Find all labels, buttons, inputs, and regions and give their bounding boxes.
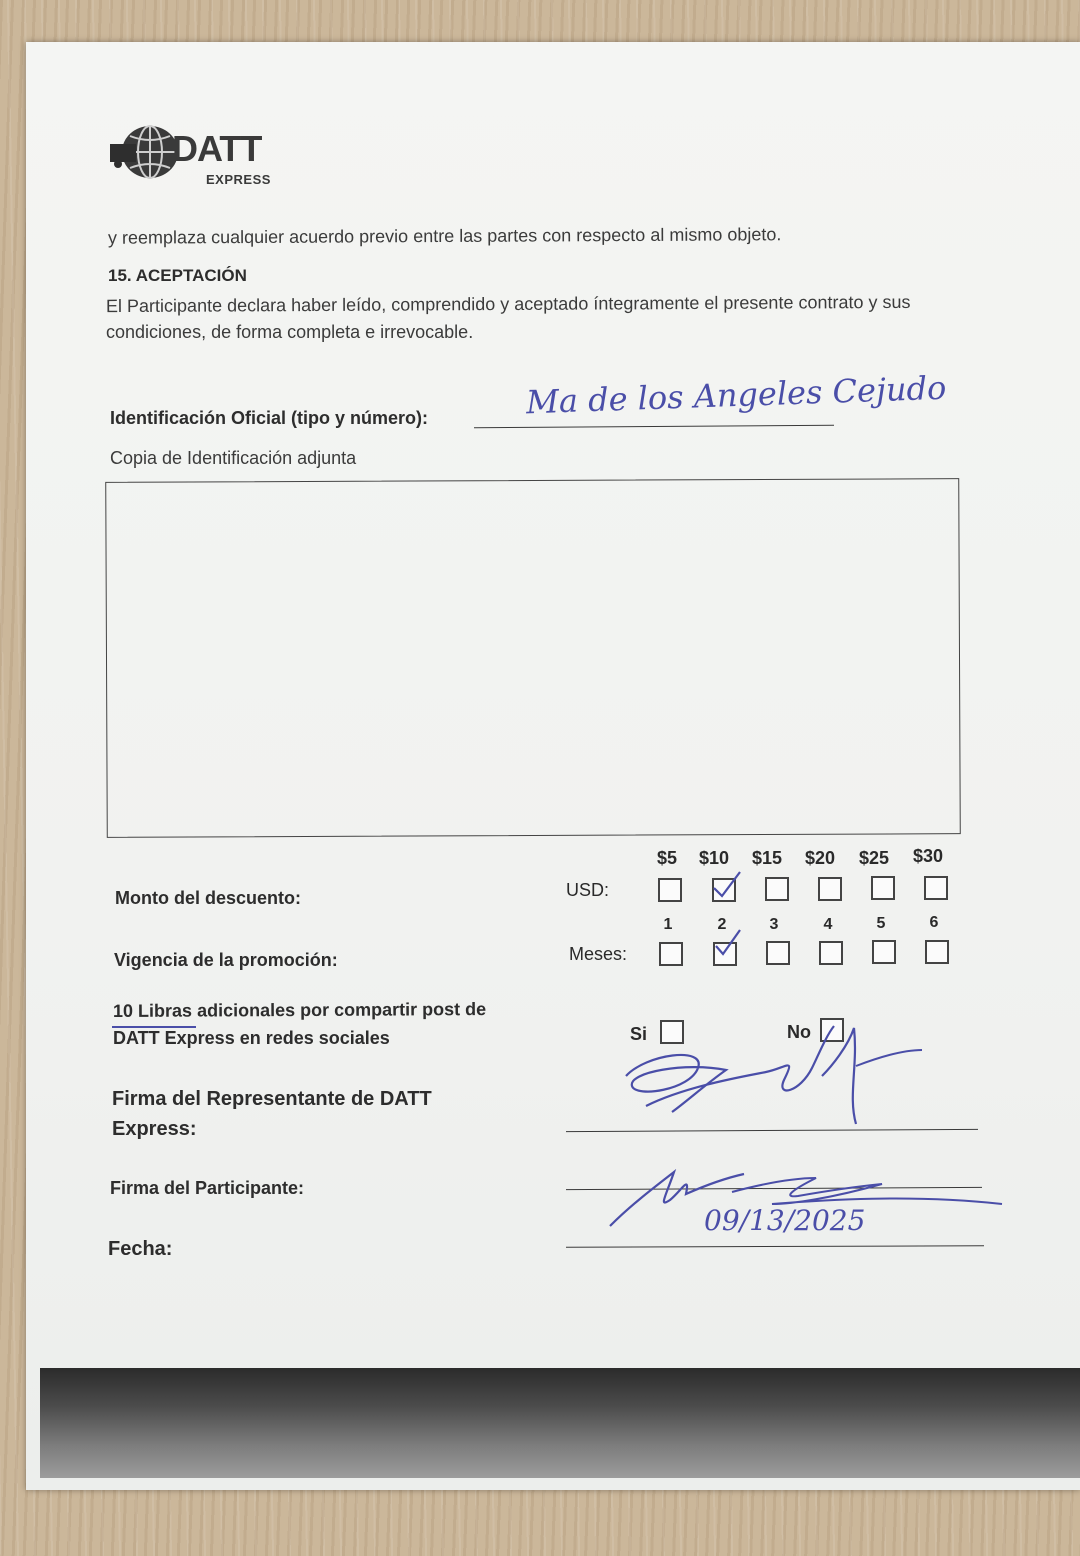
validity-checkbox[interactable] — [766, 941, 790, 965]
discount-label: Monto del descuento: — [115, 888, 301, 908]
section-body-line1: El Participante declara haber leído, comprendido y aceptado íntegramente el presente contrato y sus — [105, 291, 911, 317]
validity-checkbox[interactable] — [819, 941, 843, 965]
validity-option-label: 1 — [663, 916, 673, 933]
logo-name: DATT — [172, 128, 262, 169]
id-label: Identificación Oficial (tipo y número): — [110, 408, 429, 428]
document-page — [26, 42, 1080, 1490]
validity-checkbox[interactable] — [872, 940, 896, 964]
rep-signature-label-line1: Firma del Representante de DATT — [112, 1088, 432, 1110]
validity-option-label: 5 — [876, 915, 886, 932]
date-handwritten: 09/13/2025 — [704, 1204, 866, 1237]
discount-option-label: $15 — [751, 848, 783, 868]
validity-option-label: 4 — [823, 916, 833, 933]
discount-checkbox[interactable] — [818, 877, 842, 901]
id-underline — [474, 425, 834, 429]
id-copy-box — [105, 478, 961, 838]
date-label: Fecha: — [108, 1238, 173, 1260]
intro-text: y reemplaza cualquier acuerdo previo entre las partes con respecto al mismo objeto. — [107, 224, 782, 248]
validity-option-label: 2 — [717, 916, 727, 933]
discount-checkbox[interactable] — [871, 876, 895, 900]
social-no-label: No — [787, 1022, 811, 1042]
validity-option-label: 6 — [929, 914, 939, 931]
months-label: Meses: — [569, 944, 628, 964]
rep-signature-label-line2: Express: — [112, 1118, 197, 1140]
validity-label: Vigencia de la promoción: — [114, 950, 338, 970]
discount-checkbox[interactable] — [658, 878, 682, 902]
datt-logo — [110, 122, 290, 194]
discount-option-label: $5 — [656, 848, 678, 868]
discount-option-label: $30 — [912, 846, 944, 866]
validity-checkbox[interactable] — [659, 942, 683, 966]
section-body-line2: condiciones, de forma completa e irrevocable. — [106, 322, 474, 342]
section-title: 15. ACEPTACIÓN — [108, 266, 247, 285]
social-label-line2: DATT Express en redes sociales — [113, 1028, 390, 1048]
social-label-line1: 10 Libras adicionales por compartir post de — [112, 999, 487, 1021]
date-line — [566, 1245, 984, 1247]
validity-option-label: 3 — [769, 916, 779, 933]
representative-signature — [586, 1006, 966, 1146]
logo-subtitle: EXPRESS — [206, 172, 271, 187]
discount-option-label: $25 — [858, 848, 890, 868]
social-yes-label: Si — [630, 1024, 648, 1044]
participant-signature-label: Firma del Participante: — [110, 1178, 305, 1198]
discount-checkbox[interactable] — [765, 877, 789, 901]
copy-label: Copia de Identificación adjunta — [110, 448, 357, 468]
validity-checkmark — [710, 926, 744, 960]
id-handwritten: Ma de los Angeles Cejudo — [525, 368, 947, 422]
discount-checkbox[interactable] — [924, 876, 948, 900]
validity-checkbox[interactable] — [925, 940, 949, 964]
discount-option-label: $20 — [804, 848, 836, 868]
discount-checkmark — [710, 870, 744, 900]
bottom-band — [40, 1368, 1080, 1478]
discount-option-label: $10 — [698, 848, 730, 868]
usd-label: USD: — [566, 880, 610, 900]
